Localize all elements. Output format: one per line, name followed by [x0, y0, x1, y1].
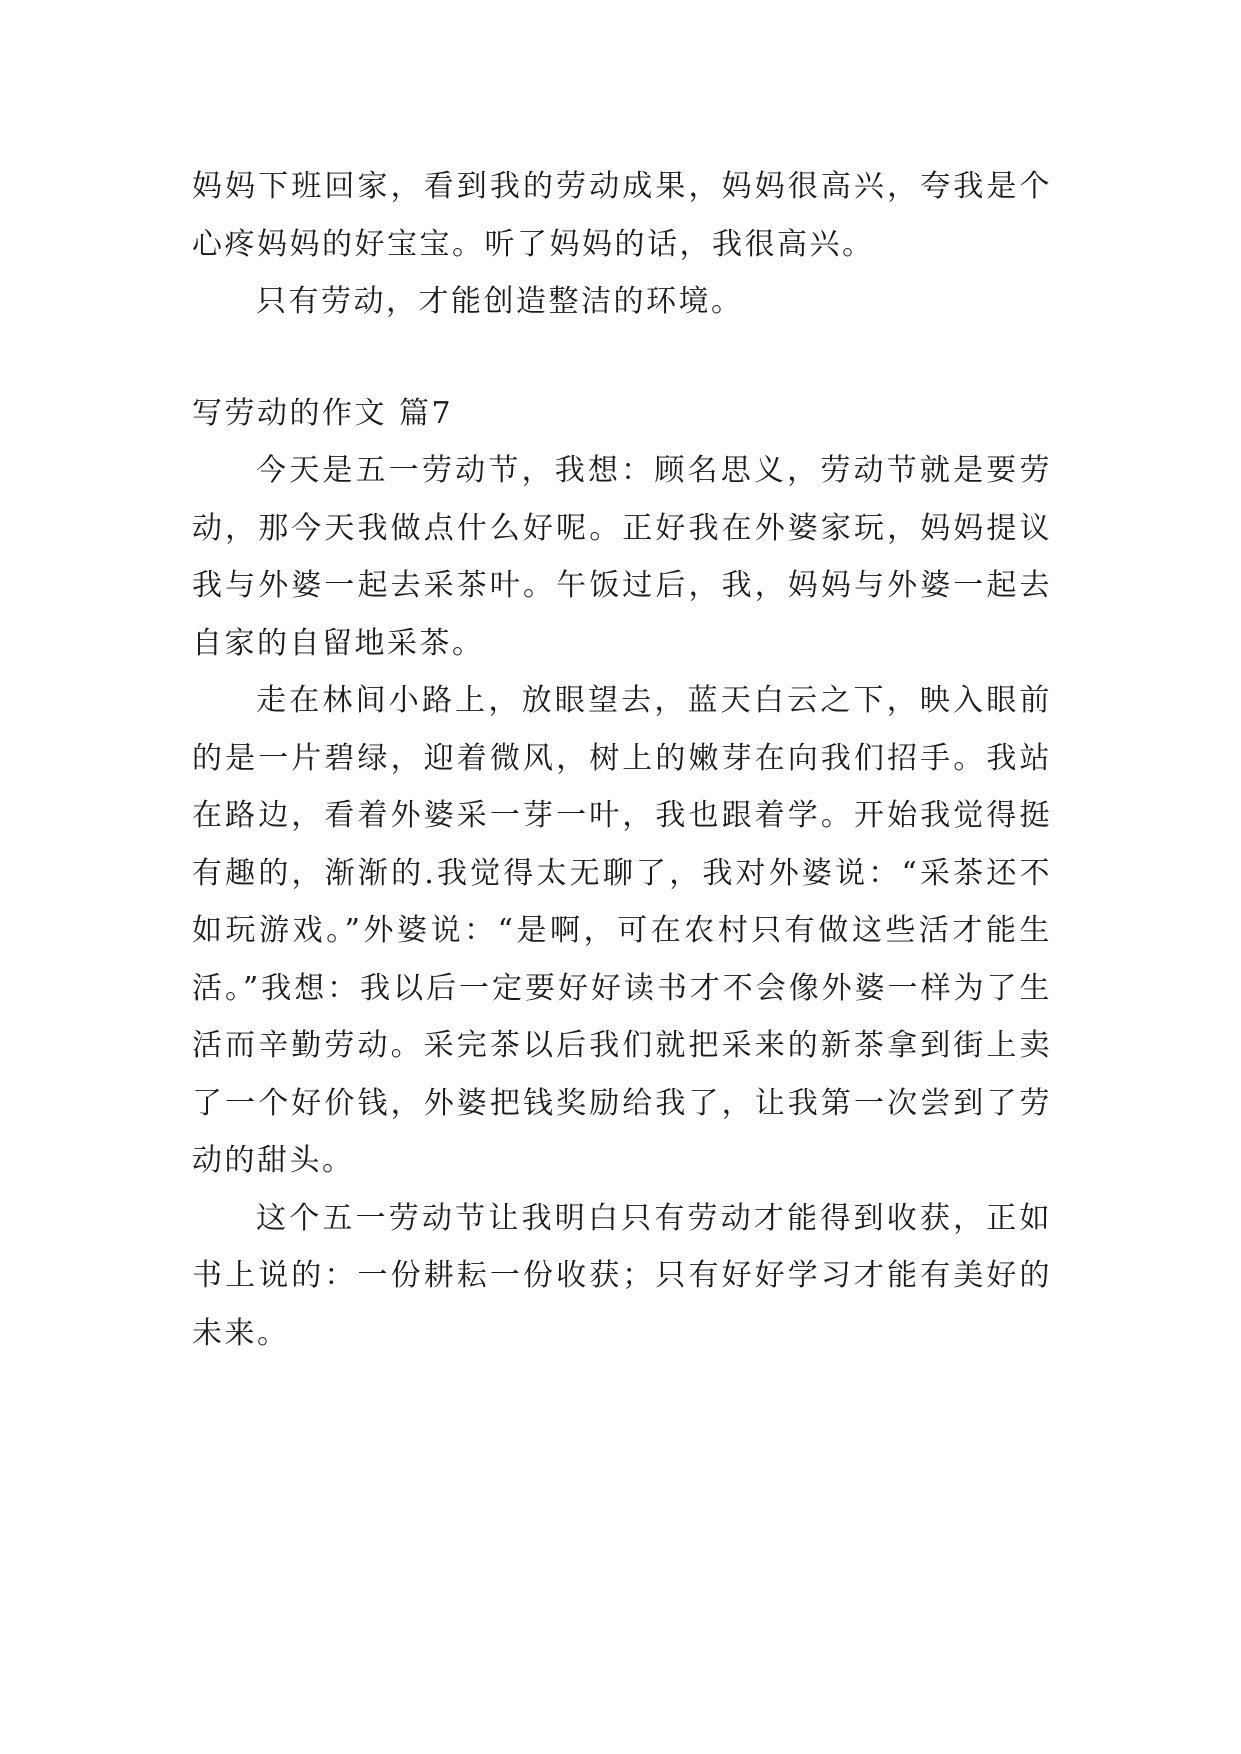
section-title: 写劳动的作文 篇7	[192, 395, 454, 431]
paragraph-section-2: 走在林间小路上，放眼望去，蓝天白云之下，映入眼前的是一片碧绿，迎着微风，树上的嫩芽在向我们招手。我站在路边，看着外婆采一芽一叶，我也跟着学。开始我觉得挺有趣的，渐渐的.我觉得太无聊了，我对外婆说：“采茶还不如玩游戏。”外婆说：“是啊，可在农村只有做这些活才能生活。”我想：我以后一定要好好读书才不会像外婆一样为了生活而辛勤劳动。采完茶以后我们就把采来的新茶拿到街上卖了一个好价钱，外婆把钱奖励给我了，让我第一次尝到了劳动的甜头。	[192, 683, 1052, 1178]
paragraph-continued-2: 只有劳动，才能创造整洁的环境。	[256, 284, 744, 319]
paragraph-section-3: 这个五一劳动节让我明白只有劳动才能得到收获，正如书上说的：一份耕耘一份收获；只有好好学习才能有美好的未来。	[192, 1200, 1052, 1351]
document-body	[192, 158, 1052, 1362]
paragraph-section-1: 今天是五一劳动节，我想：顾名思义，劳动节就是要劳动，那今天我做点什么好呢。正好我在外婆家玩，妈妈提议我与外婆一起去采茶叶。午饭过后，我，妈妈与外婆一起去自家的自留地采茶。	[192, 453, 1052, 661]
paragraph-continued-1: 妈妈下班回家，看到我的劳动成果，妈妈很高兴，夸我是个心疼妈妈的好宝宝。听了妈妈的话，我很高兴。	[192, 169, 1052, 262]
